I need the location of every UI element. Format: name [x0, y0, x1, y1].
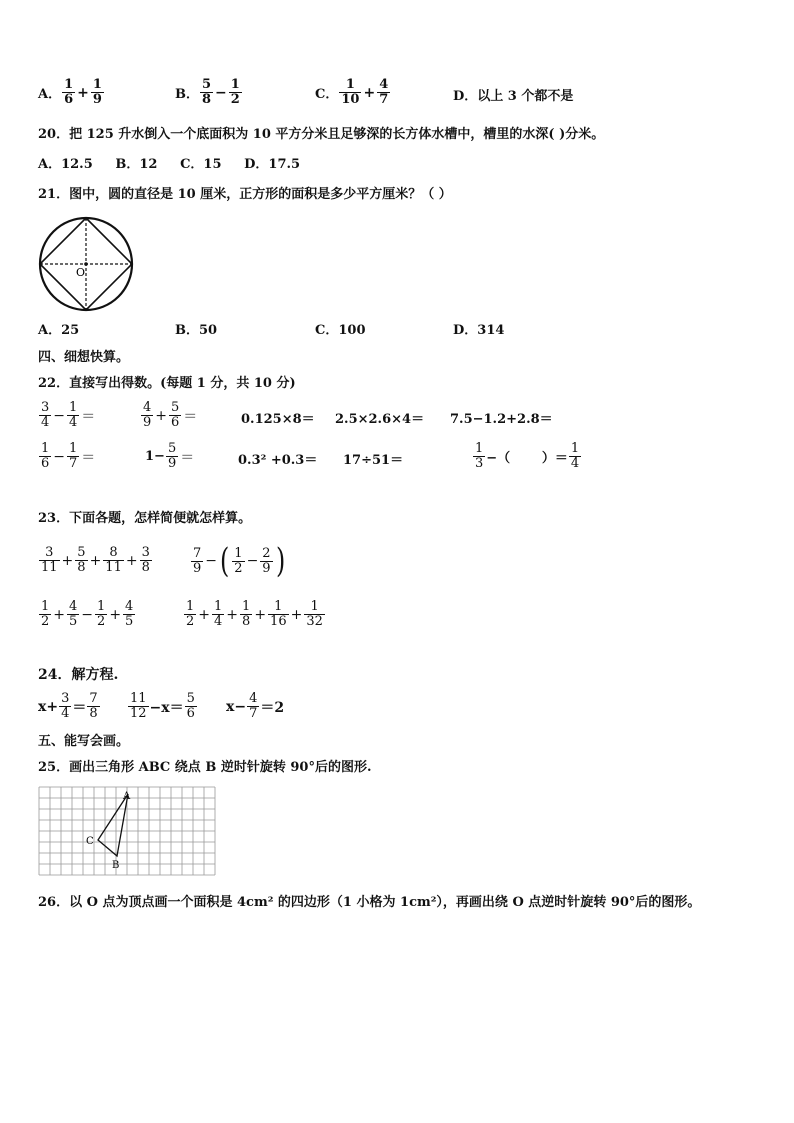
q21-option-a: A．25 [38, 323, 80, 338]
q22-expr-3: 0.125×8＝ [241, 412, 315, 427]
center-label: O [76, 266, 86, 279]
fraction: $\frac{1}{6}$ [64, 77, 74, 107]
q19-option-b: B． $\frac{5}{8}$ − $\frac{1}{2}$ [175, 77, 240, 107]
q22-expr-2: $\frac{4}{9}$ + $\frac{5}{6}$ ＝ [143, 400, 198, 430]
q22-expr-6: $\frac{1}{6}$ − $\frac{1}{7}$ ＝ [41, 441, 96, 471]
q22-expr-5: 7.5−1.2+2.8＝ [450, 412, 553, 427]
q23-expr-4: $\frac{1}{2}$ + $\frac{1}{4}$ + $\frac{1}{8}$ + $\frac{1}{16}$ + $\frac{1}{32}$ [186, 599, 323, 629]
section-4-heading: 四、细想快算。 [38, 350, 130, 365]
q22-expr-4: 2.5×2.6×4＝ [335, 412, 425, 427]
q24-equation-3: x− $\frac{4}{7}$ ＝2 [226, 691, 285, 721]
q20-options: A．12.5 B．12 C．15 D．17.5 [38, 157, 301, 172]
section-5-heading: 五、能写会画。 [38, 734, 130, 749]
q24-equation-2: $\frac{11}{12}$ −x＝ $\frac{5}{6}$ [130, 691, 195, 721]
q21-option-c: C．100 [315, 323, 366, 338]
q22-expr-1: $\frac{3}{4}$ − $\frac{1}{4}$ ＝ [41, 400, 96, 430]
q22-expr-10: $\frac{1}{3}$ −（ ）＝ $\frac{1}{4}$ [475, 441, 580, 471]
vertex-a-label: A [123, 791, 131, 802]
q22-question: 22．直接写出得数。(每题 1 分，共 10 分) [38, 376, 296, 391]
q23-expr-3: $\frac{1}{2}$ + $\frac{4}{5}$ − $\frac{1}{2}$ + $\frac{4}{5}$ [41, 599, 134, 629]
q24-equation-1: x+ $\frac{3}{4}$ ＝ $\frac{7}{8}$ [38, 691, 98, 721]
q21-question: 21．图中，圆的直径是 10 厘米，正方形的面积是多少平方厘米？（ ） [38, 187, 452, 202]
q19-option-d: D．以上 3 个都不是 [453, 89, 574, 104]
q22-expr-8: 0.3² +0.3＝ [238, 453, 318, 468]
q19-option-a: A． $\frac{1}{6}$ + $\frac{1}{9}$ [38, 77, 102, 107]
q21-option-b: B．50 [175, 323, 218, 338]
vertex-b-label: B [112, 860, 120, 871]
circle-square-figure [38, 216, 138, 316]
q26-question: 26．以 O 点为顶点画一个面积是 4cm² 的四边形（1 小格为 1cm²），再画出绕 O 点逆时针旋转 90°后的图形。 [38, 895, 701, 910]
q21-option-d: D．314 [453, 323, 505, 338]
q25-question: 25．画出三角形 ABC 绕点 B 逆时针旋转 90°后的图形. [38, 760, 372, 775]
q22-expr-7: 1− $\frac{5}{9}$ ＝ [145, 441, 195, 471]
q19-option-c: C． $\frac{1}{10}$ + $\frac{4}{7}$ [315, 77, 389, 107]
q23-expr-2: $\frac{7}{9}$ −( $\frac{1}{2}$ − $\frac{2}{9}$ ) [193, 541, 285, 581]
vertex-c-label: C [86, 836, 94, 847]
q22-expr-9: 17÷51＝ [343, 453, 404, 468]
q20-question: 20．把 125 升水倒入一个底面积为 10 平方分米且足够深的长方体水槽中，槽里的水深( )分米。 [38, 127, 605, 142]
grid-triangle-figure [38, 786, 218, 884]
q23-question: 23．下面各题，怎样简便就怎样算。 [38, 511, 252, 526]
q23-expr-1: $\frac{3}{11}$ + $\frac{5}{8}$ + $\frac{8}{11}$ + $\frac{3}{8}$ [41, 545, 150, 575]
q24-question: 24．解方程. [38, 667, 119, 683]
